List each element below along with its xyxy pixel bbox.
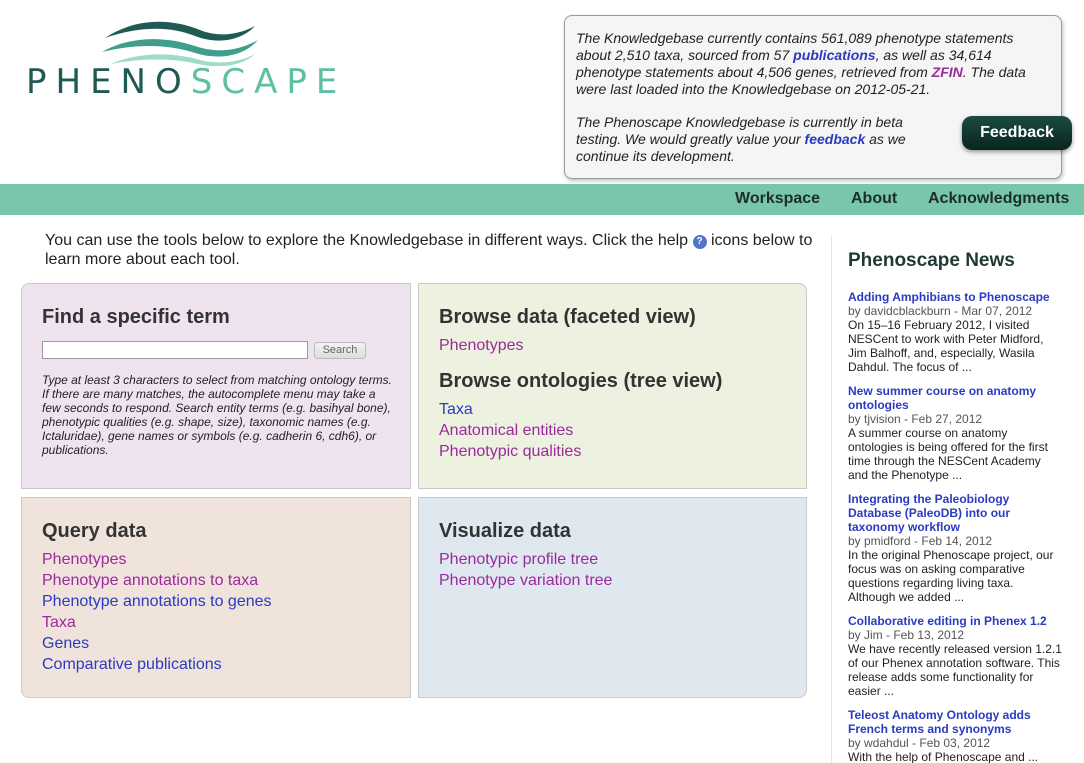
news-item	[848, 614, 1063, 698]
search-button[interactable]: Search	[314, 342, 366, 359]
news-item-title[interactable]: Adding Amphibians to Phenoscape	[848, 290, 1050, 304]
browse-data-panel	[418, 283, 807, 489]
browse-taxa-link[interactable]: Taxa	[439, 401, 473, 418]
visualize-data-panel	[418, 497, 807, 698]
news-item-meta: by tjvision - Feb 27, 2012	[848, 412, 983, 426]
search-row	[42, 341, 358, 359]
query-publications-link[interactable]: Comparative publications	[42, 656, 222, 673]
news-title: Phenoscape News	[848, 250, 1015, 271]
find-term-title: Find a specific term	[42, 306, 230, 328]
visualize-data-title: Visualize data	[439, 520, 571, 542]
intro-text: You can use the tools below to explore the Knowledgebase in different ways. Click the help ? icons below to learn more about each tool.	[45, 232, 813, 268]
news-item-excerpt: A summer course on anatomy ontologies is being offered for the first time through the NESCent Academy and the Phenotype ...	[848, 426, 1048, 482]
term-search-input[interactable]	[42, 341, 308, 359]
query-annotations-genes-link[interactable]: Phenotype annotations to genes	[42, 593, 272, 610]
browse-qualities-link[interactable]: Phenotypic qualities	[439, 443, 582, 460]
knowledgebase-info-box	[564, 15, 1062, 179]
query-phenotypes-link[interactable]: Phenotypes	[42, 551, 127, 568]
nav-about[interactable]: About	[851, 190, 898, 207]
zfin-link[interactable]: ZFIN	[931, 64, 963, 80]
news-item-meta: by pmidford - Feb 14, 2012	[848, 534, 993, 548]
query-data-panel	[21, 497, 411, 698]
news-item-title[interactable]: New summer course on anatomy ontologies	[848, 384, 1037, 412]
search-help-text: Type at least 3 characters to select from matching ontology terms. If there are many matches, the autocomplete menu may take a few seconds to respond. Search entity terms (e.g. basihyal bone), phenotypic qualities (e.g. shape, size), taxonomic names (e.g. Ictaluridae), gene names or symbols (e.g. cadherin 6, cdh6), or publications.	[42, 373, 392, 457]
logo-wordmark: PHENOSCAPE	[26, 62, 347, 102]
phenoscape-logo[interactable]	[26, 14, 347, 104]
browse-tree-title: Browse ontologies (tree view)	[439, 370, 723, 392]
find-term-panel	[21, 283, 411, 489]
news-item-excerpt: With the help of Phenoscape and ...	[848, 750, 1039, 763]
news-item-meta: by wdahdul - Feb 03, 2012	[848, 736, 991, 750]
variation-tree-link[interactable]: Phenotype variation tree	[439, 572, 613, 589]
news-item	[848, 708, 1063, 763]
nav-workspace[interactable]: Workspace	[735, 190, 821, 207]
logo-waves-icon	[100, 16, 260, 66]
publications-link[interactable]: publications	[793, 47, 876, 63]
browse-phenotypes-link[interactable]: Phenotypes	[439, 337, 524, 354]
sidebar-divider	[831, 236, 832, 763]
news-item	[848, 384, 1063, 482]
query-data-title: Query data	[42, 520, 147, 542]
browse-anatomical-link[interactable]: Anatomical entities	[439, 422, 574, 439]
help-icon: ?	[693, 235, 707, 249]
feedback-button[interactable]: Feedback	[962, 116, 1072, 150]
browse-faceted-title: Browse data (faceted view)	[439, 306, 696, 328]
news-item-title[interactable]: Integrating the Paleobiology Database (PaleoDB) into our taxonomy workflow	[848, 492, 1011, 534]
query-taxa-link[interactable]: Taxa	[42, 614, 76, 631]
news-sidebar	[848, 250, 1063, 763]
query-genes-link[interactable]: Genes	[42, 635, 90, 652]
news-item-excerpt: On 15–16 February 2012, I visited NESCent to work with Peter Midford, Jim Balhoff, and, especially, Wasila Dahdul. The focus of ...	[848, 318, 1044, 374]
news-item-title[interactable]: Collaborative editing in Phenex 1.2	[848, 614, 1047, 628]
feedback-link[interactable]: feedback	[804, 131, 866, 147]
query-annotations-taxa-link[interactable]: Phenotype annotations to taxa	[42, 572, 259, 589]
kb-stats-text: The Knowledgebase currently contains 561,089 phenotype statements about 2,510 taxa, sourced from 57 publications, as well as 34,614 phenotype statements about 4,506 genes, retrieved from ZFIN. The data were last loaded into the Knowledgebase on 2012-05-21.	[576, 30, 1026, 97]
news-item	[848, 290, 1063, 374]
news-item-title[interactable]: Teleost Anatomy Ontology adds French terms and synonyms	[848, 708, 1031, 736]
beta-notice-text: The Phenoscape Knowledgebase is currently in beta testing. We would greatly value your feedback as we continue its development.	[576, 114, 906, 164]
news-item	[848, 492, 1063, 604]
profile-tree-link[interactable]: Phenotypic profile tree	[439, 551, 599, 568]
news-item-meta: by davidcblackburn - Mar 07, 2012	[848, 304, 1033, 318]
nav-acknowledgments[interactable]: Acknowledgments	[928, 190, 1070, 207]
news-item-meta: by Jim - Feb 13, 2012	[848, 628, 965, 642]
main-nav-bar	[0, 184, 1084, 215]
news-item-excerpt: We have recently released version 1.2.1 of our Phenex annotation software. This release adds some functionality for easier ...	[848, 642, 1062, 698]
news-item-excerpt: In the original Phenoscape project, our focus was on asking comparative questions regarding living taxa. Although we added ...	[848, 548, 1054, 604]
